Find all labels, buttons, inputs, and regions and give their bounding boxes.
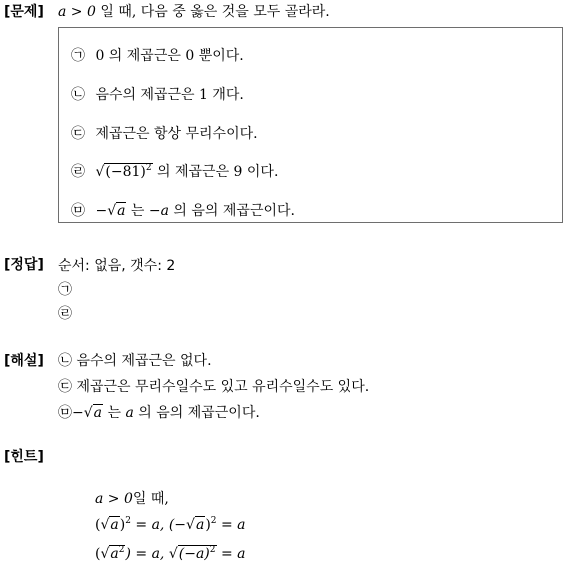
sqrt-expression: √a: [186, 517, 205, 533]
sqrt-expression: √a: [100, 517, 119, 533]
prompt-math: a > 0: [58, 4, 96, 20]
option-text: 음수의 제곱근은 1 개다.: [95, 87, 244, 103]
answer-item-2: ㉣: [58, 306, 72, 322]
problem-label: [문제]: [4, 4, 44, 20]
option-text: 0 의 제곱근은 0 뿐이다.: [95, 48, 244, 64]
option-5: ㉤ −√a 는 −a 의 음의 제곱근이다.: [71, 200, 295, 220]
explanation-line-3: ㉤−√a 는 a 의 음의 제곱근이다.: [58, 405, 260, 421]
answer-label: [정답]: [4, 257, 44, 273]
explanation-line-1: ㉡ 음수의 제곱근은 없다.: [58, 353, 212, 369]
option-4: [71, 161, 278, 181]
answer-item-1: ㉠: [58, 282, 72, 298]
explanation-line-2: ㉢ 제곱근은 무리수일수도 있고 유리수일수도 있다.: [58, 379, 370, 395]
sqrt-expression: $√(-81)^2$: [95, 163, 152, 180]
option-marker: ㉣: [71, 164, 85, 180]
problem-prompt: [58, 1, 330, 21]
explanation-label: [해설]: [4, 353, 44, 369]
hint-line-2: $(√a)^2 = a$, $(-√a)^2 = a$: [95, 516, 246, 533]
option-text: 제곱근은 항상 무리수이다.: [95, 126, 258, 142]
answer-summary: 순서: 없음, 갯수: 2: [58, 258, 176, 274]
option-text: 의 음의 제곱근이다.: [168, 203, 295, 219]
option-marker: ㉤: [71, 203, 85, 219]
hint-line-1: a > 0일 때,: [95, 491, 169, 507]
sqrt-expression: √a: [83, 405, 103, 421]
sqrt-expression: $√(-a)^2$: [168, 545, 216, 562]
option-marker: ㉢: [71, 126, 85, 142]
hint-label: [힌트]: [4, 449, 44, 465]
sqrt-expression: √a: [107, 203, 126, 219]
option-3: [71, 123, 258, 143]
prompt-text: 일 때, 다음 중 옳은 것을 모두 골라라.: [95, 4, 330, 20]
option-marker: ㉡: [71, 87, 85, 103]
option-1: [71, 45, 244, 65]
options-box: [58, 27, 563, 223]
hint-line-3: $(√a^2) = a$, $√(-a)^2 = a$: [95, 545, 246, 562]
option-marker: ㉠: [71, 48, 85, 64]
sqrt-expression: $√a^2$: [100, 545, 125, 562]
option-2: [71, 84, 244, 104]
option-text: 의 제곱근은 9 이다.: [152, 164, 279, 180]
